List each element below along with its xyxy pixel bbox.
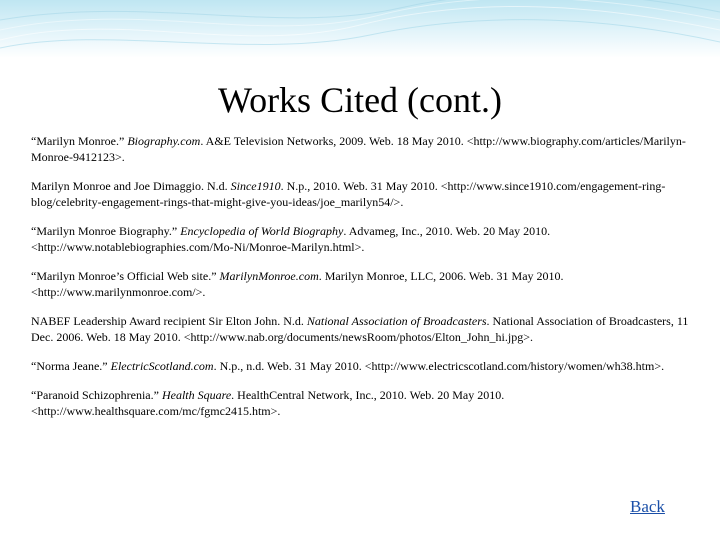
citation-text: . National Association of Broadcasters, 11 Dec. 2006. Web. 18 May 2010. <http://www.nab.org/documents/newsRoom/photos/Elton_John_hi.jpg>. (31, 314, 689, 344)
citation-text: . A&E Television Networks, 2009. Web. 18 May 2010. <http://www.biography.com/articles/Marilyn-Monroe-9412123>. (31, 134, 686, 164)
citation-entry (31, 268, 696, 300)
wave-pattern-decoration (0, 0, 720, 58)
citation-text: Marilyn Monroe and Joe Dimaggio. N.d. (31, 179, 231, 193)
citation-text: . HealthCentral Network, Inc., 2010. Web. 20 May 2010. <http://www.healthsquare.com/mc/fgmc2415.htm>. (31, 388, 505, 418)
citation-entry (31, 313, 696, 345)
citation-text: “Marilyn Monroe.” (31, 134, 128, 148)
citation-source-title: Biography.com (127, 134, 201, 148)
citation-text: . Marilyn Monroe, LLC, 2006. Web. 31 May 2010. <http://www.marilynmonroe.com/>. (31, 269, 564, 299)
citation-text: “Marilyn Monroe’s Official Web site.” (31, 269, 220, 283)
citation-entry (31, 178, 696, 210)
citation-text: “Marilyn Monroe Biography.” (31, 224, 181, 238)
citation-entry (31, 358, 696, 374)
citation-text: . N.p., 2010. Web. 31 May 2010. <http://www.since1910.com/engagement-ring-blog/celebrity-engagement-rings-that-might-give-you-ideas/joe_marilyn54/>. (31, 179, 666, 209)
citation-entry (31, 223, 696, 255)
citation-source-title: National Association of Broadcasters (306, 314, 487, 328)
citation-source-title: Encyclopedia of World Biography (180, 224, 344, 238)
citation-text: NABEF Leadership Award recipient Sir Elton John. N.d. (31, 314, 307, 328)
citation-entry (31, 387, 696, 419)
citation-text: . N.p., n.d. Web. 31 May 2010. <http://www.electricscotland.com/history/women/wh38.htm>. (213, 359, 665, 373)
slide-title: Works Cited (cont.) (217, 80, 503, 120)
citation-text: . Advameg, Inc., 2010. Web. 20 May 2010. <http://www.notablebiographies.com/Mo-Ni/Monroe-Marilyn.html>. (31, 224, 551, 254)
citation-source-title: Health Square (161, 388, 232, 402)
header-decoration (0, 0, 720, 58)
citation-source-title: Since1910 (230, 179, 281, 193)
citation-text: “Norma Jeane.” (31, 359, 111, 373)
citation-source-title: MarilynMonroe.com (219, 269, 319, 283)
works-cited-list (31, 133, 696, 419)
citation-source-title: ElectricScotland.com (110, 359, 214, 373)
citation-text: “Paranoid Schizophrenia.” (31, 388, 162, 402)
citation-entry (31, 133, 696, 165)
back-link[interactable]: Back (630, 497, 665, 516)
